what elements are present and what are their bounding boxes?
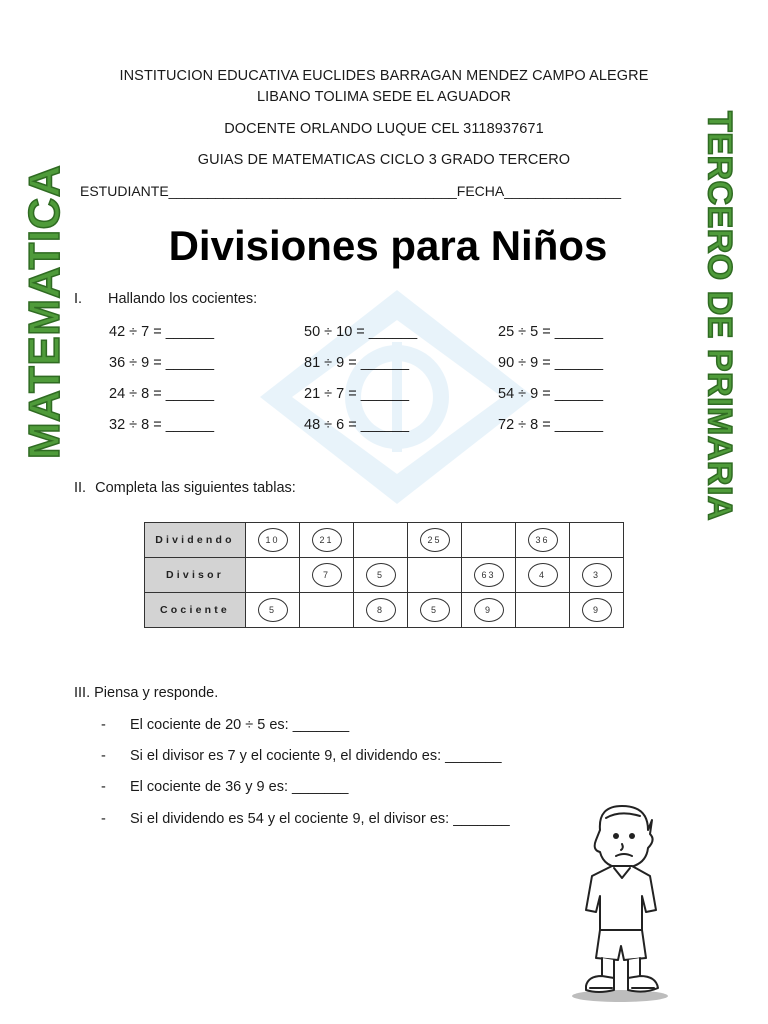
section-2-heading xyxy=(74,480,296,496)
side-banner-right: TERCERO DE PRIMARIA xyxy=(700,111,739,521)
division-exercise: 72 ÷ 8 = ______ xyxy=(498,417,604,433)
division-exercise: 54 ÷ 9 = ______ xyxy=(498,386,604,402)
table-cell[interactable] xyxy=(462,593,516,628)
table-cell[interactable] xyxy=(408,523,462,558)
division-exercise: 25 ÷ 5 = ______ xyxy=(498,324,604,340)
guide-line: GUIAS DE MATEMATICAS CICLO 3 GRADO TERCERO xyxy=(197,152,571,168)
cell-value: 7 xyxy=(312,563,342,587)
question-item: El cociente de 36 y 9 es: _______ xyxy=(130,779,349,795)
cell-value: 10 xyxy=(258,528,288,552)
division-exercise: 48 ÷ 6 = ______ xyxy=(304,417,410,433)
question-item: El cociente de 20 ÷ 5 es: _______ xyxy=(130,717,350,733)
table-cell[interactable] xyxy=(570,593,624,628)
division-exercise: 42 ÷ 7 = ______ xyxy=(109,324,215,340)
table-cell[interactable] xyxy=(462,558,516,593)
division-exercise: 21 ÷ 7 = ______ xyxy=(304,386,410,402)
row-label: Cociente xyxy=(145,593,246,628)
table-cell[interactable] xyxy=(408,593,462,628)
table-row-dividendo xyxy=(145,523,624,558)
table-cell[interactable] xyxy=(516,558,570,593)
table-cell[interactable] xyxy=(354,593,408,628)
table-cell[interactable] xyxy=(516,593,570,628)
student-date-line: ESTUDIANTE_____________________________________FECHA_______________ xyxy=(80,183,622,199)
division-exercise: 81 ÷ 9 = ______ xyxy=(304,355,410,371)
section-3-title: Piensa y responde. xyxy=(94,685,219,701)
question-item: Si el dividendo es 54 y el cociente 9, el divisor es: _______ xyxy=(130,811,510,827)
division-exercise: 36 ÷ 9 = ______ xyxy=(109,355,215,371)
table-cell[interactable] xyxy=(246,558,300,593)
section-2-number: II. xyxy=(74,480,87,496)
bullet-dash: - xyxy=(101,779,106,795)
table-cell[interactable] xyxy=(570,523,624,558)
boy-illustration xyxy=(560,800,680,1005)
teacher-line: DOCENTE ORLANDO LUQUE CEL 3118937671 xyxy=(224,121,544,137)
cell-value: 9 xyxy=(582,598,612,622)
table-cell[interactable] xyxy=(300,523,354,558)
table-cell[interactable] xyxy=(300,593,354,628)
table-cell[interactable] xyxy=(462,523,516,558)
table-row-cociente xyxy=(145,593,624,628)
bullet-dash: - xyxy=(101,748,106,764)
bullet-dash: - xyxy=(101,811,106,827)
cell-value: 5 xyxy=(420,598,450,622)
division-exercise: 24 ÷ 8 = ______ xyxy=(109,386,215,402)
row-label: Divisor xyxy=(145,558,246,593)
table-cell[interactable] xyxy=(246,593,300,628)
cell-value: 4 xyxy=(528,563,558,587)
cell-value: 9 xyxy=(474,598,504,622)
bullet-dash: - xyxy=(101,717,106,733)
table-cell[interactable] xyxy=(408,558,462,593)
school-location: LIBANO TOLIMA SEDE EL AGUADOR xyxy=(256,89,512,105)
table-cell[interactable] xyxy=(570,558,624,593)
section-3-heading xyxy=(74,685,218,701)
table-cell[interactable] xyxy=(354,558,408,593)
table-cell[interactable] xyxy=(246,523,300,558)
table-row-divisor xyxy=(145,558,624,593)
division-exercise: 32 ÷ 8 = ______ xyxy=(109,417,215,433)
section-1-number: I. xyxy=(74,291,83,307)
side-banner-left: MATEMATICA xyxy=(20,164,69,460)
cell-value: 3 xyxy=(582,563,612,587)
cell-value: 8 xyxy=(366,598,396,622)
cell-value: 63 xyxy=(474,563,504,587)
cell-value: 36 xyxy=(528,528,558,552)
page-title: Divisiones para Niños xyxy=(168,222,608,269)
division-table xyxy=(144,522,624,628)
cell-value: 5 xyxy=(258,598,288,622)
section-2-title: Completa las siguientes tablas: xyxy=(95,480,296,496)
table-cell[interactable] xyxy=(354,523,408,558)
cell-value: 5 xyxy=(366,563,396,587)
division-exercise: 90 ÷ 9 = ______ xyxy=(498,355,604,371)
cell-value: 21 xyxy=(312,528,342,552)
division-exercise: 50 ÷ 10 = ______ xyxy=(304,324,418,340)
question-item: Si el divisor es 7 y el cociente 9, el dividendo es: _______ xyxy=(130,748,502,764)
cell-value: 25 xyxy=(420,528,450,552)
row-label: Dividendo xyxy=(145,523,246,558)
section-1-heading xyxy=(74,291,257,307)
section-3-number: III. xyxy=(74,685,91,701)
section-1-title: Hallando los cocientes: xyxy=(108,291,258,307)
school-name: INSTITUCION EDUCATIVA EUCLIDES BARRAGAN MENDEZ CAMPO ALEGRE xyxy=(119,68,649,84)
table-cell[interactable] xyxy=(516,523,570,558)
table-cell[interactable] xyxy=(300,558,354,593)
